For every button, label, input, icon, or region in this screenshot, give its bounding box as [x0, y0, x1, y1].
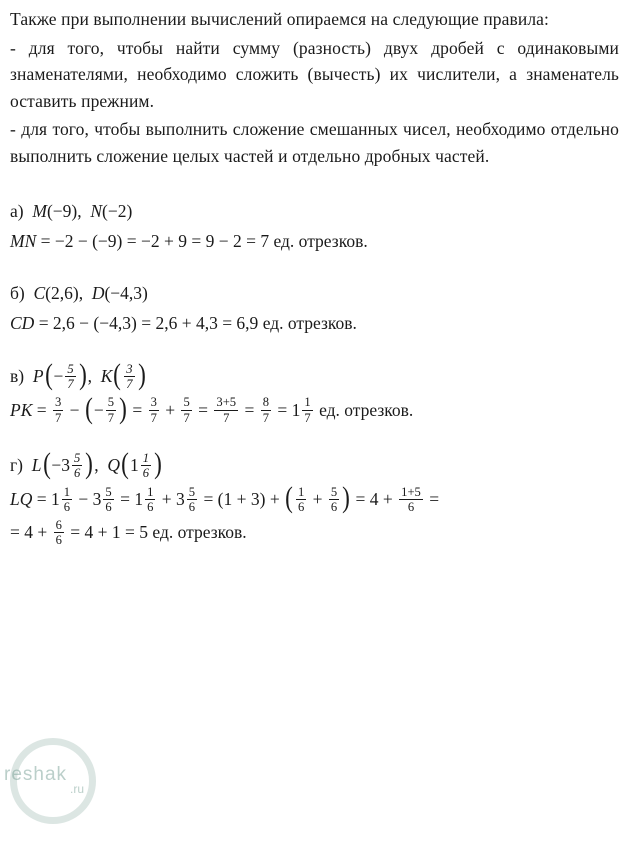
solution-item-b — [10, 279, 619, 337]
watermark-suffix: .ru — [70, 782, 85, 796]
units-c: ед. отрезков. — [319, 399, 414, 420]
watermark-text: reshak — [4, 764, 68, 785]
segment-mn: MN — [10, 231, 37, 251]
item-a-given: а) M(−9), N(−2) — [10, 201, 133, 221]
value-neg-two: −2 — [107, 201, 127, 221]
item-b-given: б) C(2,6), D(−4,3) — [10, 283, 148, 303]
intro-block — [10, 6, 619, 169]
point-p: P — [32, 366, 44, 386]
value-neg-nine: −9 — [52, 201, 72, 221]
watermark-circle — [10, 738, 96, 824]
item-c-solution: PK = $\frac{3}{7}$ − (− $\frac{5}{7}$ ) = $\frac{3}{7}$ + $\frac{5}{7}$ = $\frac{3+5}{7}$ = $\frac{8}{7}$ = 1 $\frac{1}{7}$ ед. отрезков. — [10, 391, 414, 425]
item-d-solution-line-2: = 4 + $\frac{6}{6}$ = 4 + 1 = 5 ед. отрезков. — [10, 518, 247, 548]
item-b-label: б) — [10, 283, 25, 303]
intro-paragraph-1: Также при выполнении вычислений опираемся на следующие правила: — [10, 9, 550, 29]
units-a: ед. отрезков. — [273, 231, 368, 251]
solution-item-a — [10, 197, 619, 255]
units-b: ед. отрезков. — [262, 313, 357, 333]
item-d-label: г) — [10, 455, 24, 476]
item-d-given: г) L(−3 $\frac{5}{6}$ ), Q(1 $\frac{1}{6}$ ) — [10, 447, 162, 481]
watermark — [4, 720, 124, 840]
item-b-solution: CD = 2,6 − (−4,3) = 2,6 + 4,3 = 6,9 ед. отрезков. — [10, 313, 357, 333]
item-c-given: в) P(− $\frac{5}{7}$ ), K( $\frac{3}{7}$ ) — [10, 358, 146, 392]
segment-pk: PK — [10, 399, 33, 420]
point-q: Q — [107, 455, 121, 476]
intro-paragraph-3: - для того, чтобы выполнить сложение смешанных чисел, необходимо отдельно выполнить сложение целых частей и отдельно дробных частей. — [10, 119, 619, 166]
solution-item-d — [10, 447, 619, 549]
segment-cd: CD — [10, 313, 35, 333]
point-c: C — [33, 283, 46, 303]
item-c-label: в) — [10, 366, 25, 386]
point-n: N — [90, 201, 103, 221]
units-d: ед. отрезков. — [152, 522, 247, 543]
item-a-solution: MN = −2 − (−9) = −2 + 9 = 9 − 2 = 7 ед. отрезков. — [10, 231, 368, 251]
point-m: M — [32, 201, 47, 221]
intro-paragraph-2: - для того, чтобы найти сумму (разность) двух дробей с одинаковыми знаменателями, необходимо сложить (вычесть) их числители, а знаменатель оставить прежним. — [10, 37, 619, 111]
point-k: K — [100, 366, 113, 386]
solution-item-c — [10, 358, 619, 426]
item-d-solution-line-1: LQ = 1 $\frac{1}{6}$ − 3 $\frac{5}{6}$ = 1 $\frac{1}{6}$ + 3 $\frac{5}{6}$ = (1 + 3) + ( $\frac{1}{6}$ + $\frac{5}{6}$ ) = 4 + $\frac{1+5}{6}$ = — [10, 480, 440, 514]
point-d: D — [91, 283, 105, 303]
point-l: L — [31, 455, 42, 476]
item-a-label: а) — [10, 201, 24, 221]
segment-lq: LQ — [10, 488, 33, 509]
